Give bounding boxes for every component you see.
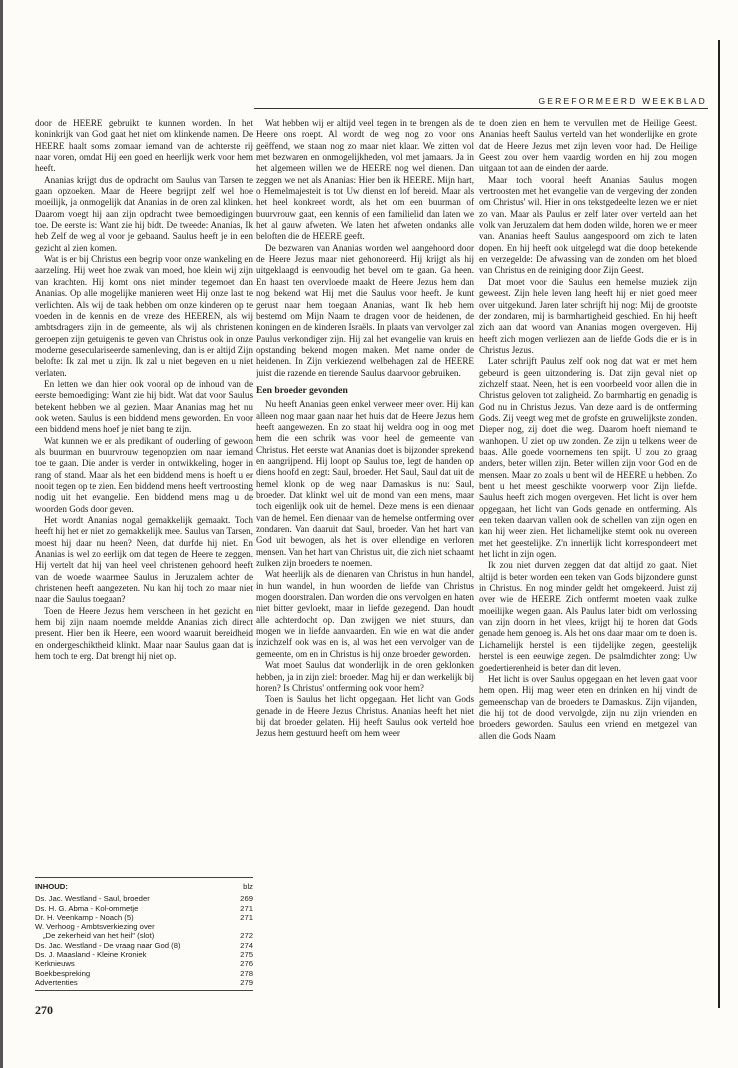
scan-edge-right: [718, 40, 720, 1008]
toc-entry-page: 269: [240, 894, 253, 904]
column-2: [256, 118, 474, 1068]
paragraph: Ananias krijgt dus de opdracht om Saulus van Tarsen te gaan opzoeken. Maar de Heere begrijpt zelf wel hoe moeilijk, ja onmogelijk dat Ananias in de oren zal klinken. Daarom voegt hij aan zijn opdracht twee bemoedigingen toe. De eerste is: Want zie hij bidt. De tweede: Ananias, Ik heb Zelf de weg al voor je gebaand. Saulus heeft je in een gezicht al zien komen.: [35, 174, 253, 253]
paragraph: Wat is er bij Christus een begrip voor onze wankeling en aarzeling. Hij weet hoe zwak van moed, hoe klein wij zijn van krachten. Hij komt ons niet minder tegemoet dan Ananias. Op alle mogelijke manieren weet Hij onze last te verlichten. Als wij de taak hebben om onze kinderen op te voeden in de kennis en de vreze des HEEREN, als wij ambtsdragers zijn in de gemeente, als wij als christenen geroepen zijn getuigenis te geven van Christus ook in onze moderne geseculariseerde samenleving, dan is er altijd Zijn belofte: Ik zal met u zijn. Ik zal u niet begeven en u niet verlaten.: [35, 254, 253, 378]
toc-entry-page: [249, 922, 253, 931]
paragraph: te doen zien en hem te vervullen met de Heilige Geest. Ananias heeft Saulus verteld van het wonderlijke en grote dat de Heere Jezus met zijn leven voor had. De Heilige Geest zou over hem vaardig worden en hij zou mogen uitgaan tot aan de einden der aarde.: [479, 118, 697, 174]
paragraph: Wat moet Saulus dat wonderlijk in de oren geklonken hebben, ja in zijn ziel: broeder. Mag hij er dan werkelijk bij horen? Is Christus' ontferming ook voor hem?: [256, 660, 474, 693]
toc-row: [35, 969, 253, 978]
toc-row: [35, 959, 253, 968]
table-of-contents: [35, 877, 253, 991]
paragraph: Toen de Heere Jezus hem verscheen in het gezicht en hem bij zijn naam noemde meldde Ananias zich direct present. Hier ben ik Heere, een woord waaruit bereidheid en ondergeschiktheid klinkt. Maar naar Saulus gaan dat is hem toch te erg. Dat brengt hij niet op.: [35, 605, 253, 662]
toc-entry-page: 275: [240, 950, 253, 960]
paragraph: Maar toch vooral heeft Ananias Saulus mogen vertroosten met het evangelie van de vergeving der zonden om Christus' wil. Hier in ons tekstgedeelte lezen we er niet zo van. Maar als Paulus er zelf later over verteld aan het volk van Jeruzalem dat hem doden wilde, horen we er meer van. Ananias heeft Saulus aangespoord om zich te laten dopen. En hij heeft ook uitgelegd wat die doop betekende en verzegelde: De afwassing van de zonden om het bloed van Christus en de reiniging door Zijn Geest.: [479, 174, 697, 276]
toc-entry-title: Boekbespreking: [35, 968, 91, 978]
paragraph: Het licht is over Saulus opgegaan en het leven gaat voor hem open. Hij mag weer eten en drinken en hij vindt de gemeenschap van de broeders te Damaskus. Zijn vijanden, die hij tot de dood vervolgde, zijn nu zijn vrienden en broeders geworden. Saulus een vriend en metgezel van allen die Gods Naam: [479, 673, 697, 741]
page-number: 270: [35, 1003, 53, 1017]
toc-rows: [35, 894, 253, 987]
toc-row: [35, 941, 253, 950]
toc-row: [35, 894, 253, 903]
toc-top-rule: [35, 877, 253, 878]
paragraph: Wat kunnen we er als predikant of ouderling of gewoon als buurman en buurvrouw tegenopzien om naar iemand toe te gaan. Die ander is verder in ontwikkeling, hoger in rang of stand. Maar als het een biddend mens is hoeft u er nooit tegen op te zien. Een biddend mens heeft vertroosting nodig uit het evangelie. Een biddend mens mag u de woorden Gods door geven.: [35, 435, 253, 514]
running-header: GEREFORMEERD WEEKBLAD: [538, 96, 707, 106]
column-3: [479, 118, 697, 1068]
toc-entry-title: Advertenties: [35, 977, 78, 987]
toc-row: [35, 922, 253, 931]
toc-entry-title: Ds. Jac. Westland - Saul, broeder: [35, 894, 150, 904]
toc-entry-page: 271: [240, 903, 253, 913]
toc-row: [35, 978, 253, 987]
toc-entry-title: Ds. J. Maasland - Kleine Kroniek: [35, 950, 147, 960]
toc-entry-page: 276: [240, 959, 253, 969]
paragraph: Toen is Saulus het licht opgegaan. Het licht van Gods genade in de Heere Jezus Christus. Ananias heeft het niet bij dat broeder gelaten. Hij heeft Saulus ook verteld hoe Jezus hem gestuurd heeft om hem weer: [256, 694, 474, 739]
paragraph: Wat hebben wij er altijd veel tegen in te brengen als de Heere ons roept. Al wordt de weg nog zo voor ons geëffend, we staan nog zo maar niet klaar. We zitten vol met bezwaren en onmogelijkheden, vol met jamaars. Ja in het algemeen willen we de HEERE nog wel dienen. Dan zeggen we net als Ananias: Hier ben ik HEERE. Mijn hart, o Hemelmajesteit is tot Uw dienst en lof bereid. Maar als het heel konkreet wordt, als het om een buurman of buurvrouw gaat, een kennis of een familielid dan laten we het al gauw afweten. We laten het afweten ondanks alle beloften die de HEERE geeft.: [256, 118, 474, 242]
toc-entry-title: Dr. H. Veenkamp - Noach (5): [35, 912, 134, 922]
toc-header: [35, 882, 253, 891]
toc-row: [35, 950, 253, 959]
header-rule: [254, 108, 708, 109]
paragraph: Nu heeft Ananias geen enkel verweer meer over. Hij kan alleen nog maar gaan naar het huis dat de Heere Jezus hem heeft aangewezen. En zo staat hij weldra oog in oog met hem die een schrik was voor heel de gemeente van Christus. Het eerste wat Ananias doet is bijzonder sprekend en aangrijpend. Hij loopt op Saulus toe, legt de handen op diens hoofd en zegt: Saul, broeder. Het Saul, Saul dat uit de hemel klonk op de weg naar Damaskus is nu: Saul, broeder. Dat klinkt wel uit de mond van een mens, maar toch eigenlijk ook uit de hemel. Deze mens is een dienaar van de hemel. Een dienaar van de hemelse ontferming over zondaren. Van daaruit dat Saul, broeder. Van het hart van God uit bewogen, als het is over ellendige en verloren mensen. Van het hart van Christus uit, die zich niet schaamt zulken zijn broeders te noemen.: [256, 399, 474, 569]
paragraph: Ik zou niet durven zeggen dat dat altijd zo gaat. Niet altijd is beter worden een teken van Gods bijzondere gunst in Christus. En nog minder geldt het omgekeerd. Juist zij over wie de HEERE Zich ontfermt moeten vaak zulke moeilijke wegen gaan. Als Paulus later bidt om verlossing van zijn doorn in het vlees, krijgt hij te horen dat Gods genade hem genoeg is. Als het ons daar maar om te doen is. Lichamelijk herstel is een tijdelijke zegen, geestelijk herstel is een eeuwige zegen. De psalmdichter zong: Uw goedertierenheid is beter dan dit leven.: [479, 560, 697, 673]
toc-row: [35, 913, 253, 922]
paragraph: Wat heerlijk als de dienaren van Christus in hun handel, in hun wandel, in hun woorden de liefde van Christus mogen doorstralen. Dan worden die ons vervolgen en haten niet bitter gevloekt, maar in liefde gezegend. Dan houdt alle achterdocht op. Dan zwijgen we niet stuurs, dan mogen we in liefde aanvaarden. En wie en wat die ander inzichzelf ook was en is, al was het een vervolger van de gemeente, om en in Christus is hij onze broeder geworden.: [256, 569, 474, 659]
paragraph: Later schrijft Paulus zelf ook nog dat wat er met hem gebeurd is geen uitzondering is. Dat zijn geval niet op zichzelf staat. Neen, het is een voorbeeld voor allen die in Christus geloven tot zaligheid. Zo barmhartig en genadig is God nu in Christus Jezus. Van deze aard is de ontferming Gods. Zij veegt weg met de grofste en gruwelijkste zonden. Dieper nog, zij doet die weg. Daarom hoeft niemand te wanhopen. U ziet op uw zonden. Ze zijn u telkens weer de baas. Alle goede voornemens ten spijt. U zou zo graag anders, beter willen zijn. Beter willen zijn voor God en de mensen. Maar zo zoals u bent wil de HEERE u hebben. Zo bent u het meest geschikte voorwerp voor Zijn liefde. Saulus heeft zich mogen overgeven. Het licht is over hem opgegaan, het licht van Gods genade en ontferming. Als een teken daarvan vallen ook de schellen van zijn ogen en kan hij weer zien. Het lichamelijke stemt ook nu overeen met het geestelijke. Z'n innerlijk licht korrespondeert met het licht in zijn ogen.: [479, 356, 697, 560]
column-1: [35, 118, 253, 908]
section-heading: Een broeder gevonden: [256, 384, 348, 396]
toc-entry-page: 274: [240, 940, 253, 950]
paragraph: door de HEERE gebruikt te kunnen worden. In het koninkrijk van God gaat het niet om klinkende namen. De HEERE haalt soms zomaar iemand van de achterste rij naar voren, omdat Hij een goed en heerlijk werk voor hem heeft.: [35, 118, 253, 174]
toc-entry-title: „De zekerheid van het heil" (slot): [43, 931, 155, 941]
toc-entry-title: Ds. Jac. Westland - De vraag naar God (8): [35, 940, 181, 950]
toc-entry-title: Kerknieuws: [35, 959, 75, 969]
paragraph: En letten we dan hier ook vooral op de inhoud van de eerste bemoediging: Want zie hij bidt. Wat dat voor Saulus betekent hebben we al gezien. Maar Ananias mag het nu ook weten. Saulus is een biddend mens geworden. En voor een biddend mens hoef je niet bang te zijn.: [35, 378, 253, 435]
toc-entry-page: 278: [240, 968, 253, 978]
paragraph: Het wordt Ananias nogal gemakkelijk gemaakt. Toch heeft hij het er niet zo gemakkelijk mee. Saulus van Tarsen, moest hij daar nu heen? Neen, dat durfde hij niet. En Ananias is wel zo eerlijk om dat tegen de Heere te zeggen. Hij vertelt dat hij van heel veel christenen gehoord heeft van de woede waarmee Saulus in Jeruzalem achter de christenen heeft aangezeten. Nu kan hij toch zo maar niet naar die Saulus toegaan?: [35, 515, 253, 605]
scan-edge-left: [0, 0, 3, 1068]
toc-entry-title: W. Verhoog - Ambtsverkiezing over: [35, 922, 155, 932]
toc-row: [35, 904, 253, 913]
toc-bottom-rule: [35, 990, 253, 991]
toc-entry-title: Ds. H. G. Abma - Kol-ommetje: [35, 903, 139, 913]
toc-page-label: blz: [243, 882, 253, 891]
toc-heading: INHOUD:: [35, 882, 68, 891]
toc-row: [35, 931, 253, 940]
toc-entry-page: 279: [240, 977, 253, 987]
paragraph: De bezwaren van Ananias worden wel aangehoord door de Heere Jezus maar niet gehonoreerd. Hij krijgt als hij uitgeklaagd is eenvoudig het bevel om te gaan. Ga heen. En haast ten overvloede maakt de Heere Jezus hem dan nog bekend wat Hij met die Saulus voor heeft. Je kunt gerust naar hem toegaan Ananias, want Ik heb hem bestemd om Mijn Naam te dragen voor de heidenen, de koningen en de kinderen Israëls. In plaats van vervolger zal Paulus verkondiger zijn. Hij zal het evangelie van kruis en opstanding bekend mogen maken. Met name onder de heidenen. In Zijn verkiezend welbehagen zal de HEERE juist die razende en tierende Saulus daarvoor gebruiken.: [256, 242, 474, 378]
toc-entry-page: 272: [240, 931, 253, 941]
toc-entry-page: 271: [240, 912, 253, 922]
paragraph: Dat moet voor die Saulus een hemelse muziek zijn geweest. Zijn hele leven lang heeft hij er niet goed meer over uitgekund. Jaren later schrijft hij nog: Mij de grootste der zondaren, mij is barmhartigheid geschied. En hij heeft zich aan dat woord van Ananias mogen overgeven. Hij heeft zich mogen verliezen aan de liefde Gods die er is in Christus Jezus.: [479, 276, 697, 355]
